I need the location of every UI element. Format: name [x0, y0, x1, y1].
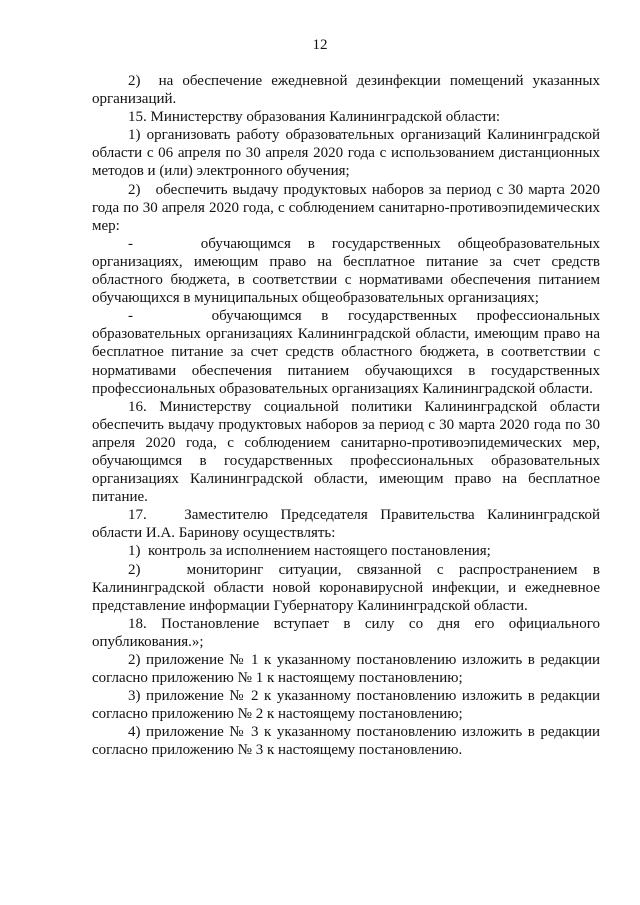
paragraph-15-2-professional-education: - обучающимся в государственных профессиональных образовательных организациях Калининградской области, имеющим право на бесплатное питание за счет средств областного бюджета, в соответствии с нормативами обеспечения питанием обучающихся в государственных профессиональных образовательных организациях Калининградской области. [92, 308, 600, 397]
paragraph-16: 16. Министерству социальной политики Калининградской области обеспечить выдачу продуктовых наборов за период с 30 марта 2020 года по 30 апреля 2020 года, с соблюдением санитарно-противоэпидемических мер, обучающимся в государственных профессиональных образовательных организациях Калининградской области, имеющим право на бесплатное питание. [92, 398, 600, 506]
paragraph-15-2: 2) обеспечить выдачу продуктовых наборов за период с 30 марта 2020 года по 30 апреля 2020 года, с соблюдением санитарно-противоэпидемических мер: [92, 181, 600, 234]
page-number: 12 [312, 37, 328, 53]
paragraph-appendix-2: 3) приложение № 2 к указанному постановлению изложить в редакции согласно приложению № 2 к настоящему постановлению; [92, 688, 600, 723]
document-body [92, 72, 600, 760]
paragraph-17-2: 2) мониторинг ситуации, связанной с распространением в Калининградской области новой коронавирусной инфекции, и ежедневное представление информации Губернатору Калининградской области. [92, 561, 600, 614]
paragraph-appendix-3: 4) приложение № 3 к указанному постановлению изложить в редакции согласно приложению № 3 к настоящему постановлению. [92, 724, 600, 759]
paragraph-15-heading: 15. Министерству образования Калининградской области: [128, 109, 501, 126]
paragraph-15-1: 1) организовать работу образовательных организаций Калининградской области с 06 апреля по 30 апреля 2020 года с использованием дистанционных методов и (или) электронного обучения; [92, 127, 600, 180]
paragraph-appendix-1: 2) приложение № 1 к указанному постановлению изложить в редакции согласно приложению № 1 к настоящему постановлению; [92, 652, 600, 687]
paragraph-15-2-general-education: - обучающимся в государственных общеобразовательных организациях, имеющим право на бесплатное питание за счет средств областного бюджета, в соответствии с нормативами обеспечения питанием обучающихся в муниципальных общеобразовательных организациях; [92, 235, 600, 307]
paragraph-17-heading: 17. Заместителю Председателя Правительства Калининградской области И.А. Баринову осуществлять: [92, 507, 600, 542]
paragraph-2-disinfection: 2) на обеспечение ежедневной дезинфекции помещений указанных организаций. [92, 73, 600, 108]
paragraph-17-1: 1) контроль за исполнением настоящего постановления; [128, 543, 491, 560]
paragraph-18: 18. Постановление вступает в силу со дня его официального опубликования.»; [92, 615, 600, 650]
